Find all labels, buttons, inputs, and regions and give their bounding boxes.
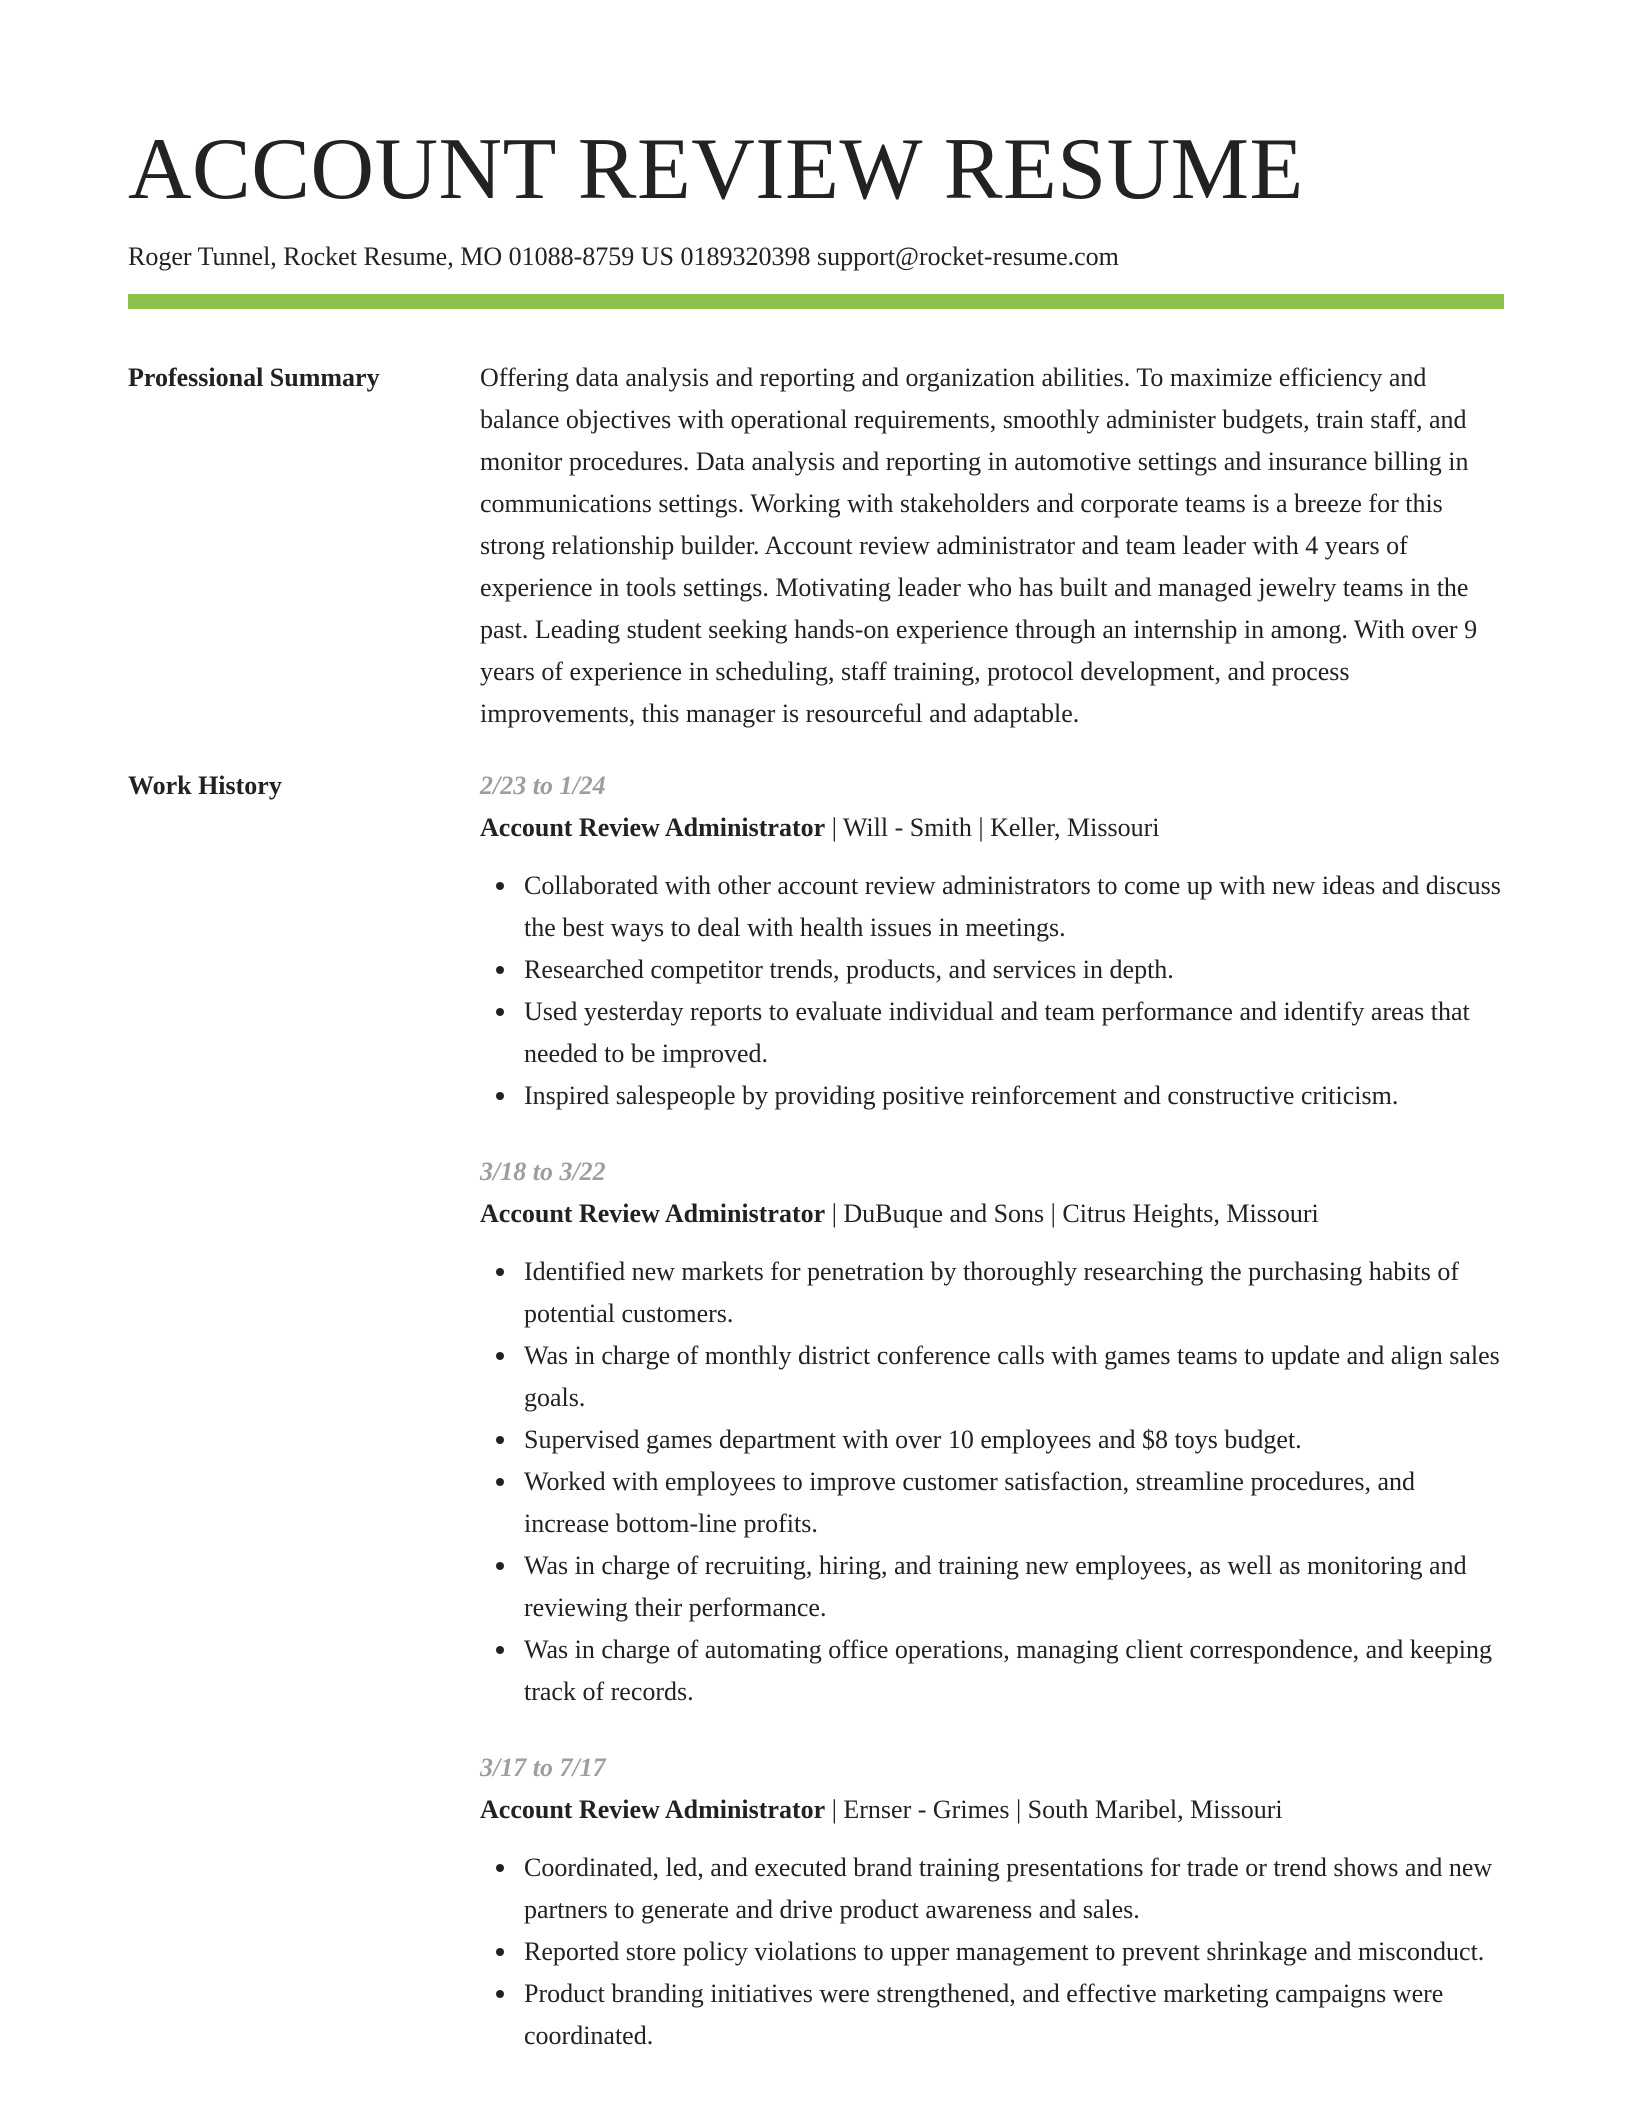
job-bullet: Was in charge of monthly district conference calls with games teams to update and align sales goals. xyxy=(524,1335,1504,1419)
section-label-work-history: Work History xyxy=(128,771,282,800)
job-heading xyxy=(480,807,1504,849)
job-bullet: Reported store policy violations to upper management to prevent shrinkage and misconduct. xyxy=(524,1931,1504,1973)
job-bullet: Collaborated with other account review administrators to come up with new ideas and discuss the best ways to deal with health issues in meetings. xyxy=(524,865,1504,949)
job-bullet: Inspired salespeople by providing positive reinforcement and constructive criticism. xyxy=(524,1075,1504,1117)
job-dates: 2/23 to 1/24 xyxy=(480,771,606,800)
job-entry xyxy=(480,1747,1504,2057)
job-bullet: Was in charge of recruiting, hiring, and training new employees, as well as monitoring and reviewing their performance. xyxy=(524,1545,1504,1629)
professional-summary-section xyxy=(128,357,1504,735)
job-title: Account Review Administrator xyxy=(480,813,826,842)
job-bullet: Supervised games department with over 10 employees and $8 toys budget. xyxy=(524,1419,1504,1461)
resume-page xyxy=(128,0,1504,2091)
summary-text: Offering data analysis and reporting and organization abilities. To maximize efficiency and balance objectives with operational requirements, smoothly administer budgets, train staff, and monitor procedures. Data analysis and reporting in automotive settings and insurance billing in communications settings. Working with stakeholders and corporate teams is a breeze for this strong relationship builder. Account review administrator and team leader with 4 years of experience in tools settings. Motivating leader who has built and managed jewelry teams in the past. Leading student seeking hands-on experience through an internship in among. With over 9 years of experience in scheduling, staff training, protocol development, and process improvements, this manager is resourceful and adaptable. xyxy=(480,363,1478,728)
job-company-location: | Ernser - Grimes | South Maribel, Missouri xyxy=(825,1795,1283,1824)
job-bullet-list xyxy=(480,865,1504,1117)
job-dates: 3/18 to 3/22 xyxy=(480,1157,606,1186)
job-bullet-list xyxy=(480,1251,1504,1713)
job-bullet: Was in charge of automating office operations, managing client correspondence, and keeping track of records. xyxy=(524,1629,1504,1713)
accent-divider xyxy=(128,294,1504,309)
job-title: Account Review Administrator xyxy=(480,1795,826,1824)
job-bullet: Product branding initiatives were strengthened, and effective marketing campaigns were coordinated. xyxy=(524,1973,1504,2057)
job-entry xyxy=(480,765,1504,1117)
job-company-location: | DuBuque and Sons | Citrus Heights, Missouri xyxy=(825,1199,1319,1228)
job-bullet: Coordinated, led, and executed brand training presentations for trade or trend shows and new partners to generate and drive product awareness and sales. xyxy=(524,1847,1504,1931)
contact-line: Roger Tunnel, Rocket Resume, MO 01088-8759 US 0189320398 support@rocket-resume.com xyxy=(128,242,1119,271)
job-bullet: Used yesterday reports to evaluate individual and team performance and identify areas that needed to be improved. xyxy=(524,991,1504,1075)
job-bullet: Worked with employees to improve customer satisfaction, streamline procedures, and increase bottom-line profits. xyxy=(524,1461,1504,1545)
job-entry xyxy=(480,1151,1504,1713)
resume-title: ACCOUNT REVIEW RESUME xyxy=(128,121,1304,218)
job-dates: 3/17 to 7/17 xyxy=(480,1753,606,1782)
job-heading xyxy=(480,1193,1504,1235)
job-heading xyxy=(480,1789,1504,1831)
summary-body xyxy=(480,357,1504,735)
job-bullet: Identified new markets for penetration by thoroughly researching the purchasing habits of potential customers. xyxy=(524,1251,1504,1335)
work-history-section xyxy=(128,765,1504,2091)
job-bullet-list xyxy=(480,1847,1504,2057)
job-title: Account Review Administrator xyxy=(480,1199,826,1228)
job-company-location: | Will - Smith | Keller, Missouri xyxy=(825,813,1160,842)
work-history-body xyxy=(480,765,1504,2091)
section-label-summary: Professional Summary xyxy=(128,363,380,392)
job-bullet: Researched competitor trends, products, and services in depth. xyxy=(524,949,1504,991)
